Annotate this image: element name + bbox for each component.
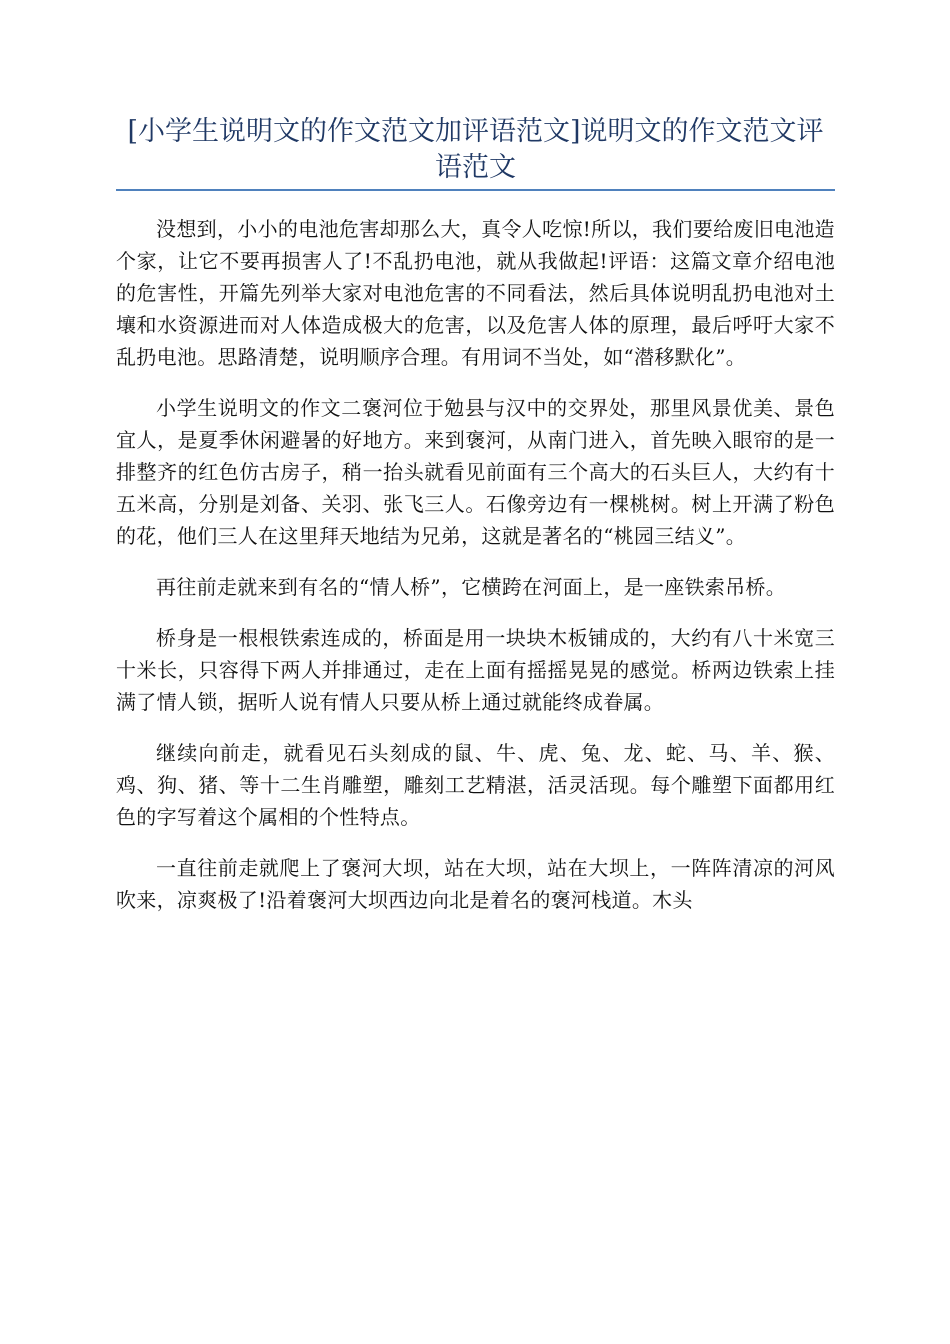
paragraph-2: 小学生说明文的作文二褒河位于勉县与汉中的交界处，那里风景优美、景色宜人，是夏季休闲避暑的好地方。来到褒河，从南门进入，首先映入眼帘的是一排整齐的红色仿古房子，稍一抬头就看见前面有三个高大的石头巨人，大约有十五米高，分别是刘备、关羽、张飞三人。石像旁边有一棵桃树。树上开满了粉色的花，他们三人在这里拜天地结为兄弟，这就是著名的“桃园三结义”。 (116, 396, 835, 548)
document-title: [小学生说明文的作文范文加评语范文]说明文的作文范文评语范文 (127, 116, 824, 183)
paragraph-4: 桥身是一根根铁索连成的，桥面是用一块块木板铺成的，大约有八十米宽三十米长，只容得下两人并排通过，走在上面有摇摇晃晃的感觉。桥两边铁索上挂满了情人锁，据听人说有情人只要从桥上通过就能终成眷属。 (116, 626, 835, 714)
paragraph-1: 没想到，小小的电池危害却那么大，真令人吃惊!所以，我们要给废旧电池造个家，让它不要再损害人了!不乱扔电池，就从我做起!评语：这篇文章介绍电池的危害性，开篇先列举大家对电池危害的不同看法，然后具体说明乱扔电池对土壤和水资源进而对人体造成极大的危害，以及危害人体的原理，最后呼吁大家不乱扔电池。思路清楚，说明顺序合理。有用词不当处，如“潜移默化”。 (116, 217, 835, 369)
title-underline (116, 189, 835, 191)
paragraph-6: 一直往前走就爬上了褒河大坝，站在大坝，站在大坝上，一阵阵清凉的河风吹来，凉爽极了!沿着褒河大坝西边向北是着名的褒河栈道。木头 (116, 856, 835, 912)
paragraph-5: 继续向前走，就看见石头刻成的鼠、牛、虎、兔、龙、蛇、马、羊、猴、鸡、狗、猪、等十二生肖雕塑，雕刻工艺精湛，活灵活现。每个雕塑下面都用红色的字写着这个属相的个性特点。 (116, 741, 835, 829)
document-page (116, 114, 835, 935)
paragraph-3: 再往前走就来到有名的“情人桥”，它横跨在河面上，是一座铁索吊桥。 (156, 575, 787, 599)
